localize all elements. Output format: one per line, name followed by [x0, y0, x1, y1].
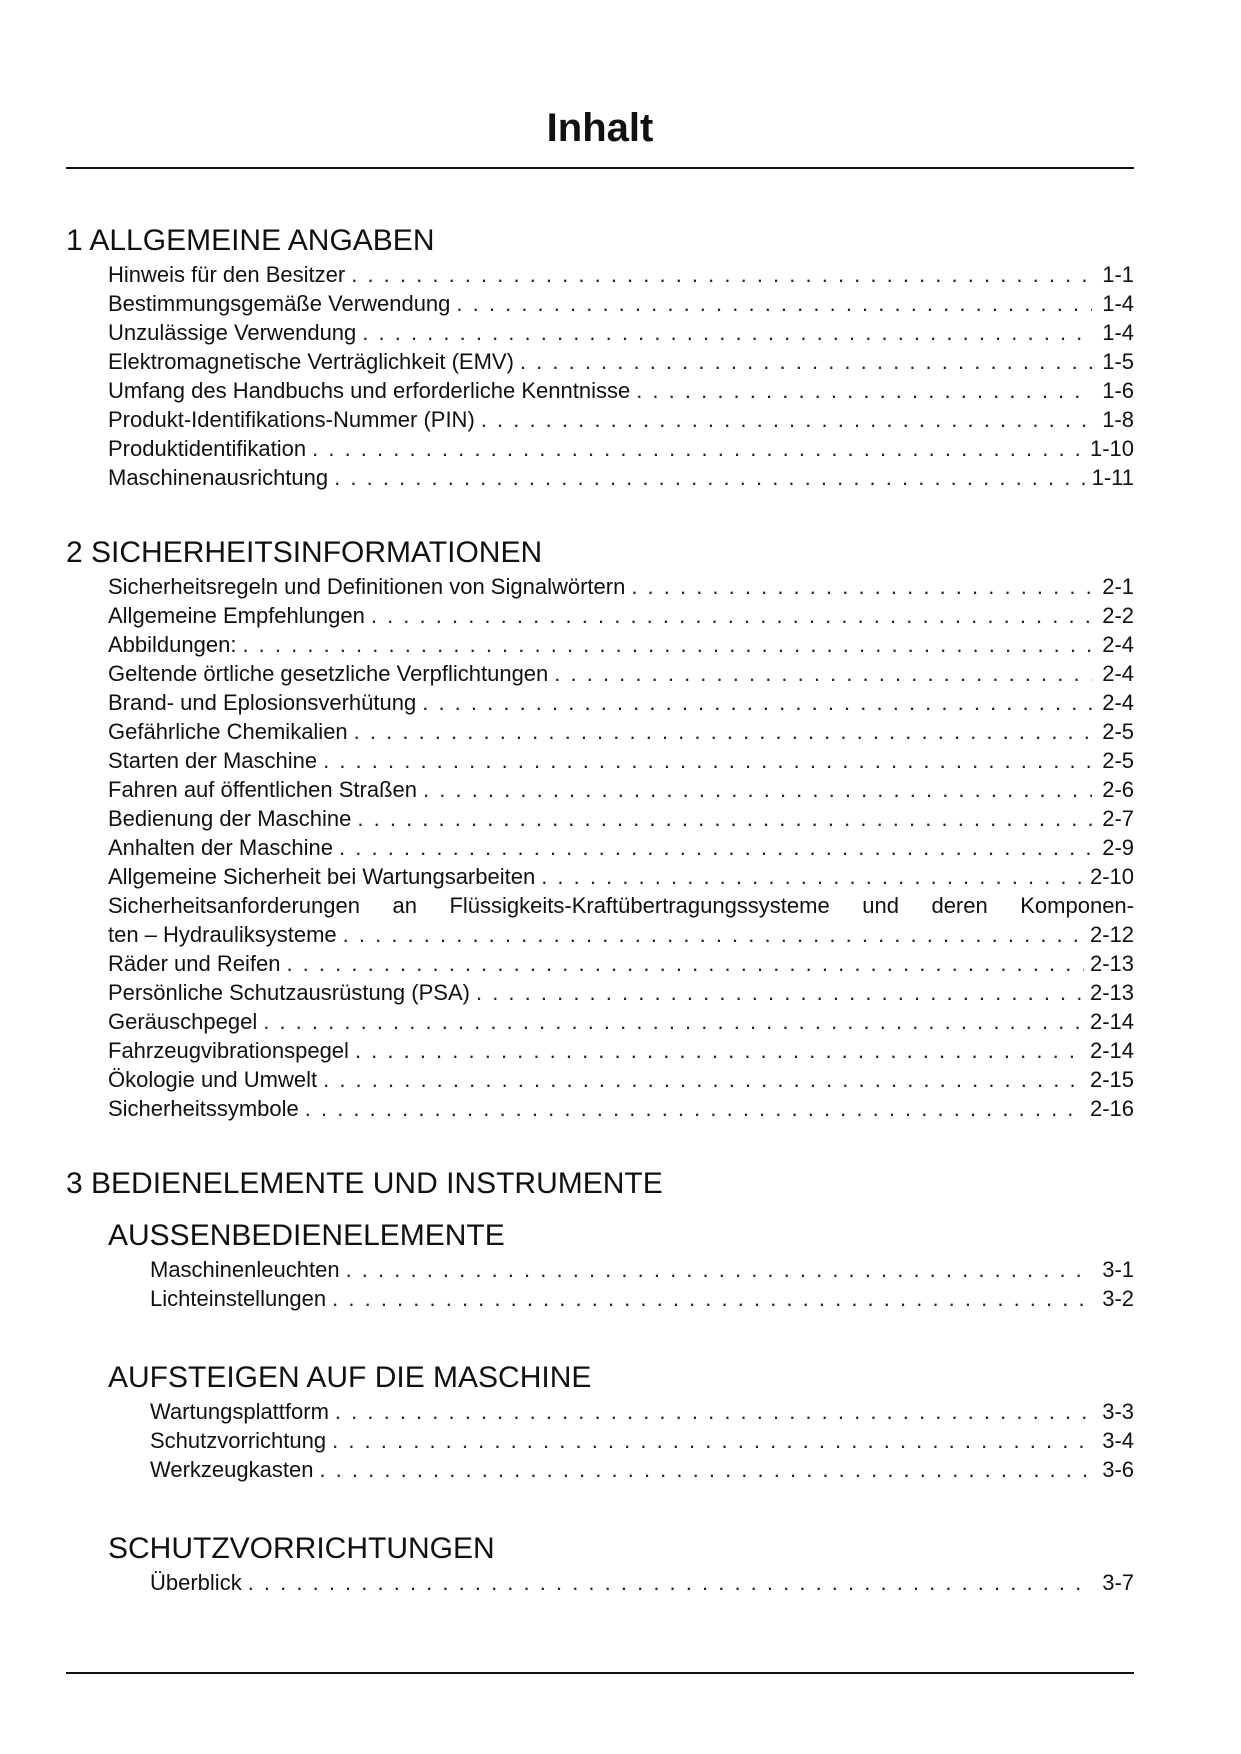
toc-entry-page: 1-6	[1102, 378, 1134, 403]
toc-entry-page: 2-15	[1089, 1067, 1134, 1092]
toc-entry-text: Produkt-Identifikations-Nummer (PIN)	[108, 407, 475, 432]
toc-entry-page: 1-4	[1102, 320, 1134, 345]
toc-entry-page: 1-10	[1089, 436, 1134, 461]
toc-entry-text: Schutzvorrichtung	[150, 1428, 327, 1453]
leader-dots	[362, 318, 1092, 347]
toc-entry-text-line1: Sicherheitsanforderungen an Flüssigkeits-Kraftübertragungssysteme und deren Komponen-	[108, 893, 1134, 918]
toc-entry[interactable]	[108, 978, 1134, 1007]
leader-dots	[355, 1036, 1084, 1065]
leader-dots	[286, 949, 1084, 978]
toc-entry[interactable]	[108, 862, 1134, 891]
toc-entry[interactable]	[108, 659, 1134, 688]
toc-entry[interactable]	[150, 1255, 1134, 1284]
leader-dots	[554, 659, 1092, 688]
toc-entry-text: Allgemeine Empfehlungen	[108, 603, 365, 628]
toc-entry-text: Bedienung der Maschine	[108, 806, 352, 831]
toc-entry[interactable]	[108, 1036, 1134, 1065]
toc-entry[interactable]	[150, 1397, 1134, 1426]
toc-entry[interactable]	[108, 1094, 1134, 1123]
toc-entry[interactable]	[108, 572, 1134, 601]
toc-entry-text: Lichteinstellungen	[150, 1286, 327, 1311]
leader-dots	[305, 1094, 1084, 1123]
toc-entry-page: 2-2	[1102, 603, 1134, 628]
toc-entry-page: 3-6	[1102, 1457, 1134, 1482]
leader-dots	[343, 920, 1084, 949]
toc-entry-page: 2-4	[1102, 690, 1134, 715]
leader-dots	[422, 688, 1092, 717]
leader-dots	[520, 347, 1092, 376]
leader-dots	[476, 978, 1084, 1007]
toc-entry-text: ten – Hydrauliksysteme	[108, 922, 337, 947]
toc-entry-page: 3-2	[1102, 1286, 1134, 1311]
section-entries	[108, 1397, 1134, 1484]
toc-entry[interactable]	[108, 775, 1134, 804]
toc-entry[interactable]	[150, 1455, 1134, 1484]
chapter-title[interactable]: 3 BEDIENELEMENTE UND INSTRUMENTE	[66, 1167, 663, 1200]
toc-entry-text: Brand- und Eplosionsverhütung	[108, 690, 417, 715]
toc-entry[interactable]	[108, 376, 1134, 405]
toc-entry[interactable]	[108, 289, 1134, 318]
toc-entry-page: 2-4	[1102, 661, 1134, 686]
toc-entry-page: 3-1	[1102, 1257, 1134, 1282]
toc-entry-page: 1-4	[1102, 291, 1134, 316]
toc-entry[interactable]	[108, 260, 1134, 289]
section-aufsteigen	[66, 1359, 1134, 1484]
footer-divider	[66, 1672, 1134, 1674]
toc-entry-text: Wartungsplattform	[150, 1399, 329, 1424]
toc-entry[interactable]	[108, 1007, 1134, 1036]
toc-entry-page: 2-7	[1102, 806, 1134, 831]
section-entries	[108, 1568, 1134, 1597]
toc-entry[interactable]	[108, 347, 1134, 376]
toc-entry-page: 2-13	[1089, 980, 1134, 1005]
leader-dots	[323, 1065, 1084, 1094]
toc-entry-text: Bestimmungsgemäße Verwendung	[108, 291, 451, 316]
chapter-1-entries	[66, 260, 1134, 492]
section-entries	[108, 1255, 1134, 1313]
section-title[interactable]: SCHUTZVORRICHTUNGEN	[108, 1532, 495, 1565]
toc-entry-page: 1-1	[1102, 262, 1134, 287]
toc-entry-page: 2-4	[1102, 632, 1134, 657]
leader-dots	[481, 405, 1092, 434]
leader-dots	[242, 630, 1092, 659]
leader-dots	[332, 1284, 1092, 1313]
toc-entry[interactable]	[108, 630, 1134, 659]
toc-entry-page: 2-13	[1089, 951, 1134, 976]
leader-dots	[332, 1426, 1092, 1455]
leader-dots	[334, 463, 1085, 492]
toc-entry-page: 2-14	[1089, 1009, 1134, 1034]
toc-entry-text: Geräuschpegel	[108, 1009, 258, 1034]
toc-entry-text: Räder und Reifen	[108, 951, 281, 976]
toc-entry-text: Allgemeine Sicherheit bei Wartungsarbeiten	[108, 864, 536, 889]
leader-dots	[263, 1007, 1084, 1036]
toc-entry-page: 3-7	[1102, 1570, 1134, 1595]
toc-entry-text: Persönliche Schutzausrüstung (PSA)	[108, 980, 470, 1005]
toc-entry-text: Sicherheitssymbole	[108, 1096, 299, 1121]
toc-entry-text: Überblick	[150, 1570, 242, 1595]
toc-entry-page: 1-5	[1102, 349, 1134, 374]
toc-entry[interactable]	[108, 405, 1134, 434]
toc-entry-page: 2-1	[1102, 574, 1134, 599]
leader-dots	[631, 572, 1092, 601]
toc-entry[interactable]	[108, 804, 1134, 833]
leader-dots	[541, 862, 1084, 891]
toc-entry-text: Ökologie und Umwelt	[108, 1067, 318, 1092]
leader-dots	[423, 775, 1092, 804]
leader-dots	[248, 1568, 1092, 1597]
toc-entry-text: Sicherheitsregeln und Definitionen von Signalwörtern	[108, 574, 626, 599]
toc-entry-page: 2-5	[1102, 748, 1134, 773]
chapter-1	[66, 222, 1134, 492]
toc-entry-text: Geltende örtliche gesetzliche Verpflichtungen	[108, 661, 549, 686]
toc-entry-text: Fahren auf öffentlichen Straßen	[108, 777, 418, 802]
leader-dots	[354, 717, 1092, 746]
leader-dots	[351, 260, 1092, 289]
chapter-3	[66, 1165, 1134, 1597]
toc-entry[interactable]	[150, 1568, 1134, 1597]
section-aussenbedienelemente	[66, 1217, 1134, 1313]
toc-entry[interactable]	[108, 318, 1134, 347]
toc-entry-text: Umfang des Handbuchs und erforderliche Kenntnisse	[108, 378, 631, 403]
leader-dots	[319, 1455, 1092, 1484]
toc-entry-text: Fahrzeugvibrationspegel	[108, 1038, 349, 1063]
toc-entry-text: Hinweis für den Besitzer	[108, 262, 346, 287]
toc-entry[interactable]	[108, 688, 1134, 717]
toc-entry-page: 2-12	[1089, 922, 1134, 947]
toc-entry-line2	[108, 920, 1134, 949]
toc-entry-page: 1-11	[1091, 465, 1134, 490]
toc-entry[interactable]	[108, 833, 1134, 862]
leader-dots	[636, 376, 1092, 405]
section-schutzvorrichtungen	[66, 1530, 1134, 1597]
leader-dots	[323, 746, 1092, 775]
leader-dots	[357, 804, 1092, 833]
toc-entry-text: Unzulässige Verwendung	[108, 320, 357, 345]
toc-entry[interactable]	[108, 717, 1134, 746]
toc-entry[interactable]	[108, 463, 1134, 492]
toc-entry-page: 1-8	[1102, 407, 1134, 432]
toc-entry-text: Anhalten der Maschine	[108, 835, 334, 860]
toc-entry-text: Maschinenleuchten	[150, 1257, 340, 1282]
toc-entry-page: 2-9	[1102, 835, 1134, 860]
toc-entry-page: 2-10	[1089, 864, 1134, 889]
leader-dots	[346, 1255, 1092, 1284]
toc-entry[interactable]	[108, 949, 1134, 978]
section-title[interactable]: AUSSENBEDIENELEMENTE	[108, 1219, 505, 1252]
toc-entry-text: Starten der Maschine	[108, 748, 318, 773]
toc-entry-text: Abbildungen:	[108, 632, 237, 657]
toc-entry-text: Gefährliche Chemikalien	[108, 719, 348, 744]
toc-entry-text: Elektromagnetische Verträglichkeit (EMV)	[108, 349, 514, 374]
toc-entry-page: 3-3	[1102, 1399, 1134, 1424]
toc-entry-text: Maschinenausrichtung	[108, 465, 329, 490]
chapter-2	[66, 534, 1134, 1123]
page-title: Inhalt	[546, 106, 654, 150]
leader-dots	[335, 1397, 1092, 1426]
leader-dots	[339, 833, 1092, 862]
toc-entry[interactable]	[108, 1065, 1134, 1094]
table-of-contents	[66, 222, 1134, 1639]
toc-entry-page: 3-4	[1102, 1428, 1134, 1453]
toc-entry-page: 2-14	[1089, 1038, 1134, 1063]
section-title[interactable]: AUFSTEIGEN AUF DIE MASCHINE	[108, 1361, 592, 1394]
leader-dots	[456, 289, 1092, 318]
toc-entry-page: 2-16	[1089, 1096, 1134, 1121]
toc-entry-page: 2-6	[1102, 777, 1134, 802]
chapter-title[interactable]: 1 ALLGEMEINE ANGABEN	[66, 224, 435, 257]
header-divider	[66, 167, 1134, 169]
toc-entry[interactable]	[108, 746, 1134, 775]
toc-entry[interactable]	[150, 1426, 1134, 1455]
chapter-2-entries	[66, 572, 1134, 1123]
toc-entry[interactable]	[108, 434, 1134, 463]
leader-dots	[312, 434, 1084, 463]
toc-entry-text: Werkzeugkasten	[150, 1457, 314, 1482]
toc-entry-multiline[interactable]	[108, 891, 1134, 949]
toc-entry-page: 2-5	[1102, 719, 1134, 744]
toc-entry[interactable]	[108, 601, 1134, 630]
toc-entry[interactable]	[150, 1284, 1134, 1313]
toc-entry-text: Produktidentifikation	[108, 436, 307, 461]
leader-dots	[371, 601, 1092, 630]
chapter-title[interactable]: 2 SICHERHEITSINFORMATIONEN	[66, 536, 543, 569]
